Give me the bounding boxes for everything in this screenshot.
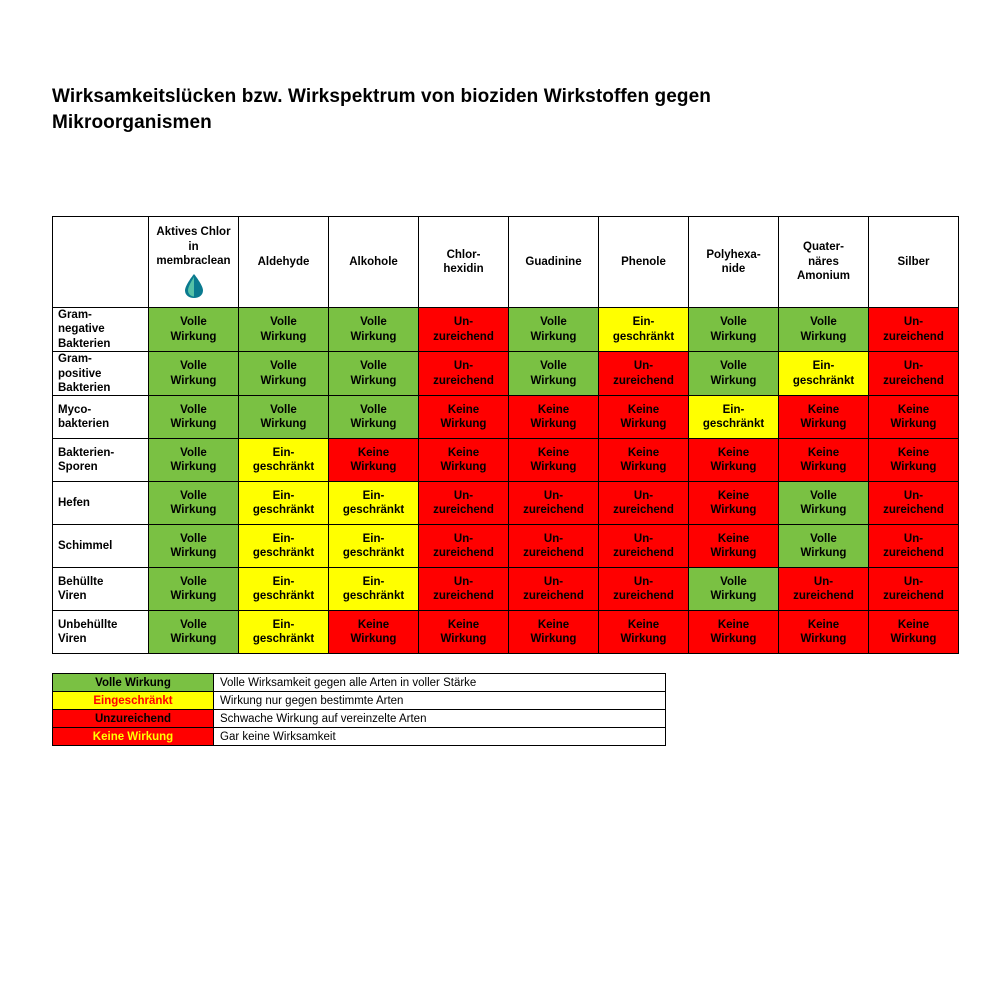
matrix-header-row bbox=[53, 217, 959, 308]
matrix-row bbox=[53, 439, 959, 482]
matrix-cell: Volle Wirkung bbox=[239, 352, 329, 396]
matrix-column-header bbox=[599, 217, 689, 308]
matrix-row bbox=[53, 611, 959, 654]
matrix-cell: Ein- geschränkt bbox=[239, 525, 329, 568]
matrix-cell: Ein- geschränkt bbox=[329, 525, 419, 568]
matrix-cell: Keine Wirkung bbox=[869, 439, 959, 482]
legend-key: Keine Wirkung bbox=[53, 728, 214, 746]
matrix-row-header: Gram- negative Bakterien bbox=[53, 308, 149, 352]
matrix-row-header: Gram- positive Bakterien bbox=[53, 352, 149, 396]
matrix-row bbox=[53, 308, 959, 352]
matrix-cell: Volle Wirkung bbox=[149, 439, 239, 482]
matrix-cell: Keine Wirkung bbox=[329, 611, 419, 654]
matrix-cell: Keine Wirkung bbox=[419, 439, 509, 482]
matrix-column-header-label: Aktives Chlor in membraclean bbox=[156, 226, 231, 268]
matrix-cell: Keine Wirkung bbox=[419, 396, 509, 439]
matrix-cell: Un- zureichend bbox=[419, 525, 509, 568]
legend-row bbox=[53, 692, 666, 710]
matrix-cell: Volle Wirkung bbox=[779, 525, 869, 568]
matrix-cell: Volle Wirkung bbox=[689, 568, 779, 611]
matrix-cell: Ein- geschränkt bbox=[599, 308, 689, 352]
matrix-cell: Keine Wirkung bbox=[689, 611, 779, 654]
matrix-cell: Ein- geschränkt bbox=[239, 568, 329, 611]
matrix-cell: Volle Wirkung bbox=[509, 308, 599, 352]
matrix-cell: Ein- geschränkt bbox=[239, 482, 329, 525]
matrix-cell: Keine Wirkung bbox=[329, 439, 419, 482]
matrix-row bbox=[53, 352, 959, 396]
matrix-cell: Volle Wirkung bbox=[509, 352, 599, 396]
matrix-cell: Volle Wirkung bbox=[329, 308, 419, 352]
matrix-body bbox=[53, 308, 959, 654]
matrix-column-header bbox=[509, 217, 599, 308]
efficacy-matrix-table bbox=[52, 216, 959, 654]
water-drop-icon bbox=[182, 273, 206, 299]
matrix-cell: Volle Wirkung bbox=[239, 396, 329, 439]
matrix-row bbox=[53, 568, 959, 611]
legend-body bbox=[53, 674, 666, 746]
matrix-cell: Un- zureichend bbox=[599, 568, 689, 611]
matrix-cell: Un- zureichend bbox=[419, 568, 509, 611]
matrix-cell: Keine Wirkung bbox=[779, 396, 869, 439]
matrix-row bbox=[53, 525, 959, 568]
matrix-cell: Un- zureichend bbox=[869, 308, 959, 352]
matrix-row bbox=[53, 396, 959, 439]
legend-row bbox=[53, 710, 666, 728]
legend-key: Volle Wirkung bbox=[53, 674, 214, 692]
matrix-cell: Volle Wirkung bbox=[239, 308, 329, 352]
matrix-cell: Un- zureichend bbox=[419, 308, 509, 352]
matrix-column-header bbox=[779, 217, 869, 308]
matrix-cell: Volle Wirkung bbox=[779, 308, 869, 352]
matrix-cell: Volle Wirkung bbox=[689, 308, 779, 352]
matrix-cell: Volle Wirkung bbox=[329, 396, 419, 439]
matrix-cell: Volle Wirkung bbox=[689, 352, 779, 396]
matrix-row-header: Unbehüllte Viren bbox=[53, 611, 149, 654]
matrix-column-header-label: Phenole bbox=[621, 255, 666, 268]
legend-description: Schwache Wirkung auf vereinzelte Arten bbox=[214, 710, 666, 728]
matrix-cell: Volle Wirkung bbox=[149, 308, 239, 352]
matrix-cell: Ein- geschränkt bbox=[239, 439, 329, 482]
matrix-cell: Ein- geschränkt bbox=[329, 568, 419, 611]
matrix-cell: Keine Wirkung bbox=[869, 611, 959, 654]
matrix-cell: Un- zureichend bbox=[419, 482, 509, 525]
matrix-cell: Keine Wirkung bbox=[689, 525, 779, 568]
matrix-cell: Un- zureichend bbox=[869, 352, 959, 396]
page-title: Wirksamkeitslücken bzw. Wirkspektrum von bioziden Wirkstoffen gegen Mikroorganismen bbox=[52, 86, 712, 133]
matrix-cell: Keine Wirkung bbox=[419, 611, 509, 654]
legend-description: Gar keine Wirksamkeit bbox=[214, 728, 666, 746]
matrix-column-header-label: Aldehyde bbox=[257, 255, 310, 268]
matrix-column-header-label: Polyhexa- nide bbox=[706, 248, 761, 275]
matrix-column-header-label: Alkohole bbox=[349, 255, 398, 268]
matrix-row-header: Schimmel bbox=[53, 525, 149, 568]
matrix-cell: Keine Wirkung bbox=[509, 611, 599, 654]
matrix-column-header bbox=[149, 217, 239, 308]
matrix-cell: Volle Wirkung bbox=[149, 482, 239, 525]
matrix-cell: Un- zureichend bbox=[599, 482, 689, 525]
matrix-cell: Un- zureichend bbox=[509, 482, 599, 525]
matrix-cell: Un- zureichend bbox=[599, 352, 689, 396]
matrix-cell: Un- zureichend bbox=[869, 482, 959, 525]
matrix-column-header-label: Guadinine bbox=[525, 255, 582, 268]
matrix-row-header: Behüllte Viren bbox=[53, 568, 149, 611]
matrix-column-header bbox=[419, 217, 509, 308]
matrix-column-header bbox=[689, 217, 779, 308]
legend-table bbox=[52, 673, 666, 746]
legend-description: Wirkung nur gegen bestimmte Arten bbox=[214, 692, 666, 710]
matrix-cell: Ein- geschränkt bbox=[689, 396, 779, 439]
matrix-row bbox=[53, 482, 959, 525]
matrix-cell: Volle Wirkung bbox=[149, 611, 239, 654]
matrix-row-header: Hefen bbox=[53, 482, 149, 525]
matrix-cell: Keine Wirkung bbox=[599, 396, 689, 439]
matrix-cell: Volle Wirkung bbox=[149, 352, 239, 396]
matrix-cell: Volle Wirkung bbox=[149, 568, 239, 611]
matrix-cell: Un- zureichend bbox=[869, 525, 959, 568]
matrix-column-header-label: Chlor- hexidin bbox=[443, 248, 484, 275]
legend-key: Eingeschränkt bbox=[53, 692, 214, 710]
matrix-column-header-label: Silber bbox=[897, 255, 930, 268]
legend-key: Unzureichend bbox=[53, 710, 214, 728]
matrix-cell: Keine Wirkung bbox=[599, 439, 689, 482]
matrix-cell: Volle Wirkung bbox=[779, 482, 869, 525]
matrix-cell: Keine Wirkung bbox=[779, 611, 869, 654]
matrix-row-header: Bakterien- Sporen bbox=[53, 439, 149, 482]
matrix-cell: Un- zureichend bbox=[509, 568, 599, 611]
matrix-column-header bbox=[329, 217, 419, 308]
matrix-cell: Volle Wirkung bbox=[149, 396, 239, 439]
matrix-cell: Un- zureichend bbox=[509, 525, 599, 568]
matrix-corner-cell bbox=[53, 217, 149, 308]
matrix-cell: Keine Wirkung bbox=[509, 439, 599, 482]
matrix-cell: Un- zureichend bbox=[869, 568, 959, 611]
matrix-column-header bbox=[239, 217, 329, 308]
matrix-cell: Keine Wirkung bbox=[509, 396, 599, 439]
legend-description: Volle Wirksamkeit gegen alle Arten in voller Stärke bbox=[214, 674, 666, 692]
matrix-cell: Keine Wirkung bbox=[779, 439, 869, 482]
legend-row bbox=[53, 728, 666, 746]
matrix-cell: Ein- geschränkt bbox=[239, 611, 329, 654]
matrix-row-header: Myco- bakterien bbox=[53, 396, 149, 439]
legend-row bbox=[53, 674, 666, 692]
matrix-cell: Keine Wirkung bbox=[869, 396, 959, 439]
matrix-column-header-label: Quater- näres Amonium bbox=[796, 241, 851, 283]
matrix-cell: Volle Wirkung bbox=[329, 352, 419, 396]
matrix-cell: Un- zureichend bbox=[779, 568, 869, 611]
matrix-cell: Un- zureichend bbox=[419, 352, 509, 396]
matrix-cell: Keine Wirkung bbox=[599, 611, 689, 654]
matrix-cell: Volle Wirkung bbox=[149, 525, 239, 568]
matrix-cell: Ein- geschränkt bbox=[779, 352, 869, 396]
matrix-cell: Keine Wirkung bbox=[689, 482, 779, 525]
matrix-column-header bbox=[869, 217, 959, 308]
matrix-cell: Keine Wirkung bbox=[689, 439, 779, 482]
matrix-cell: Ein- geschränkt bbox=[329, 482, 419, 525]
matrix-header bbox=[53, 217, 959, 308]
matrix-cell: Un- zureichend bbox=[599, 525, 689, 568]
